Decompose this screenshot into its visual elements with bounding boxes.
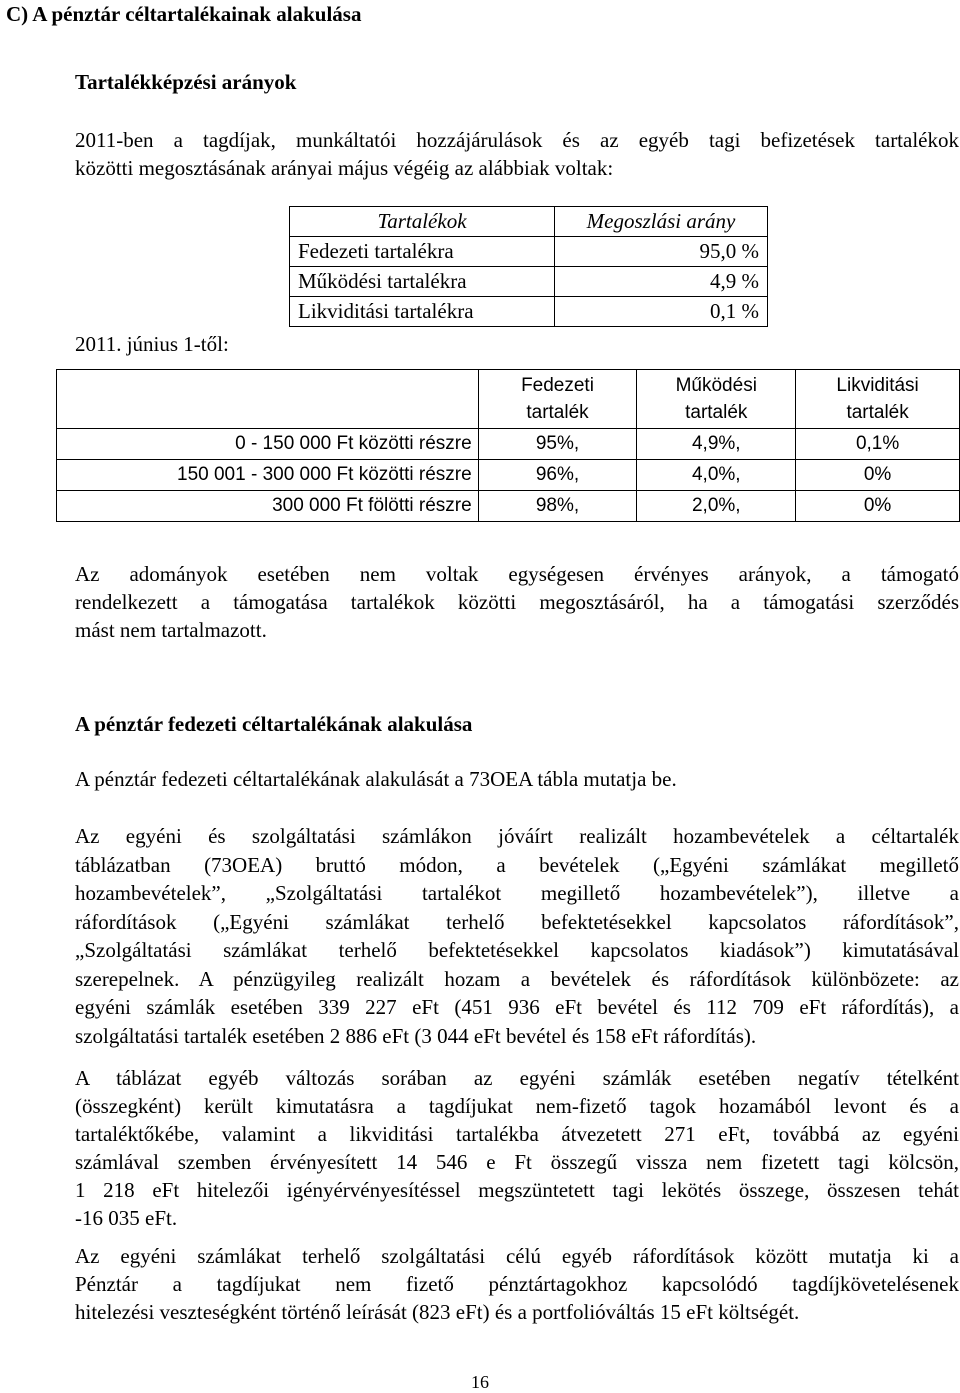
- bracket-range: 0 - 150 000 Ft közötti részre: [57, 429, 479, 460]
- bracket-table: [56, 369, 960, 522]
- from-date-label: 2011. június 1-től:: [75, 332, 229, 356]
- header-line: Működési: [675, 375, 757, 396]
- intro-line-1: 2011-ben a tagdíjak, munkáltatói hozzájárulások és az egyéb tagi befizetések tartalékok: [75, 128, 959, 152]
- ratio-table: [289, 206, 768, 327]
- para2-line: számlával szemben érvényesített 14 546 e Ft összegű vissza nem fizetett tagi kölcsön,: [75, 1150, 959, 1174]
- bracket-header-mukodesi: [637, 370, 796, 429]
- para3-line: Az egyéni számlákat terhelő szolgáltatási célú egyéb ráfordítások között mutatja ki a: [75, 1244, 959, 1268]
- ratio-header-share: Megoszlási arány: [555, 207, 768, 237]
- para1-line: Az egyéni és szolgáltatási számlákon jóváírt realizált hozambevételek a céltartalék: [75, 824, 959, 848]
- bracket-range: 150 001 - 300 000 Ft közötti részre: [57, 460, 479, 491]
- bracket-range: 300 000 Ft fölötti részre: [57, 491, 479, 522]
- para2-line: -16 035 eFt.: [75, 1206, 178, 1230]
- ratio-table-header: [290, 207, 768, 237]
- bracket-value: 4,9%,: [637, 429, 796, 460]
- bracket-value: 98%,: [478, 491, 637, 522]
- header-line: tartalék: [846, 402, 909, 423]
- ratio-cell-label: Működési tartalékra: [290, 267, 555, 297]
- header-line: tartalék: [526, 402, 589, 423]
- bracket-value: 96%,: [478, 460, 637, 491]
- table-row: [290, 237, 768, 267]
- para2-line: tartaléktőkébe, valamint a likviditási tartalékba átvezetett 271 eFt, továbbá az egyéni: [75, 1122, 959, 1146]
- para1-line: „Szolgáltatási számlákat terhelő befektetésekkel kapcsolatos kiadások”) kimutatásával: [75, 938, 959, 962]
- table-reference: A pénztár fedezeti céltartalékának alakulását a 73OEA tábla mutatja be.: [75, 767, 677, 791]
- bracket-value: 95%,: [478, 429, 637, 460]
- table-row: [290, 267, 768, 297]
- ratio-cell-label: Likviditási tartalékra: [290, 297, 555, 327]
- bracket-value: 0%: [796, 460, 960, 491]
- bracket-header-likviditasi: [796, 370, 960, 429]
- bracket-value: 2,0%,: [637, 491, 796, 522]
- bracket-value: 0%: [796, 491, 960, 522]
- bracket-header-fedezeti: [478, 370, 637, 429]
- para1-line: táblázatban (73OEA) bruttó módon, a bevételek („Egyéni számlákat megillető: [75, 853, 959, 877]
- table-row: [57, 460, 960, 491]
- para1-line: ráfordítások („Egyéni számlákat terhelő befektetésekkel kapcsolatos ráfordítások”,: [75, 910, 959, 934]
- donations-line: rendelkezett a támogatása tartalékok közötti megosztásáról, ha a támogatási szerződés: [75, 590, 959, 614]
- table-row: [57, 491, 960, 522]
- bracket-header-blank: [57, 370, 479, 429]
- table-row: [57, 429, 960, 460]
- para1-line: szolgáltatási tartalék esetében 2 886 eFt (3 044 eFt bevétel és 158 eFt ráfordítás).: [75, 1024, 757, 1048]
- para1-line: hozambevételek”, „Szolgáltatási tartalékot megillető hozambevételek”), illetve a: [75, 881, 959, 905]
- donations-line: mást nem tartalmazott.: [75, 618, 267, 642]
- subheading-reserve-ratios: Tartalékképzési arányok: [75, 70, 297, 94]
- page-number: 16: [471, 1372, 489, 1392]
- para1-line: szerepelnek. A pénzügyileg realizált hozam a bevételek és ráfordítások különbözete: az: [75, 967, 959, 991]
- donations-line: Az adományok esetében nem voltak egységesen érvényes arányok, a támogató: [75, 562, 959, 586]
- ratio-cell-value: 95,0 %: [555, 237, 768, 267]
- para3-line: Pénztár a tagdíjukat nem fizető pénztártagokhoz kapcsolódó tagdíjkövetelésenek: [75, 1272, 959, 1296]
- bracket-value: 0,1%: [796, 429, 960, 460]
- section-heading: C) A pénztár céltartalékainak alakulása: [6, 2, 362, 26]
- ratio-header-reserves: Tartalékok: [290, 207, 555, 237]
- para2-line: 1 218 eFt hitelezői igényérvényesítéssel megszüntetett tagi lekötés összege, összesen tehát: [75, 1178, 959, 1202]
- header-line: Likviditási: [836, 375, 919, 396]
- bracket-table-header: [57, 370, 960, 429]
- header-line: Fedezeti: [521, 375, 594, 396]
- intro-line-2: közötti megosztásának arányai május végéig az alábbiak voltak:: [75, 156, 614, 180]
- subheading-cover-reserve: A pénztár fedezeti céltartalékának alakulása: [75, 712, 473, 736]
- ratio-cell-label: Fedezeti tartalékra: [290, 237, 555, 267]
- header-line: tartalék: [685, 402, 748, 423]
- table-row: [290, 297, 768, 327]
- para2-line: A táblázat egyéb változás sorában az egyéni számlák esetében negatív tételként: [75, 1066, 959, 1090]
- para3-line: hitelezési veszteségként történő leírását (823 eFt) és a portfolióváltás 15 eFt költségét.: [75, 1300, 800, 1324]
- bracket-value: 4,0%,: [637, 460, 796, 491]
- ratio-cell-value: 4,9 %: [555, 267, 768, 297]
- ratio-cell-value: 0,1 %: [555, 297, 768, 327]
- para1-line: egyéni számlák esetében 339 227 eFt (451 936 eFt bevétel és 112 709 eFt ráfordítás), a: [75, 995, 959, 1019]
- para2-line: (összegként) került kimutatásra a tagdíjukat nem-fizető tagok hozamából levont és a: [75, 1094, 959, 1118]
